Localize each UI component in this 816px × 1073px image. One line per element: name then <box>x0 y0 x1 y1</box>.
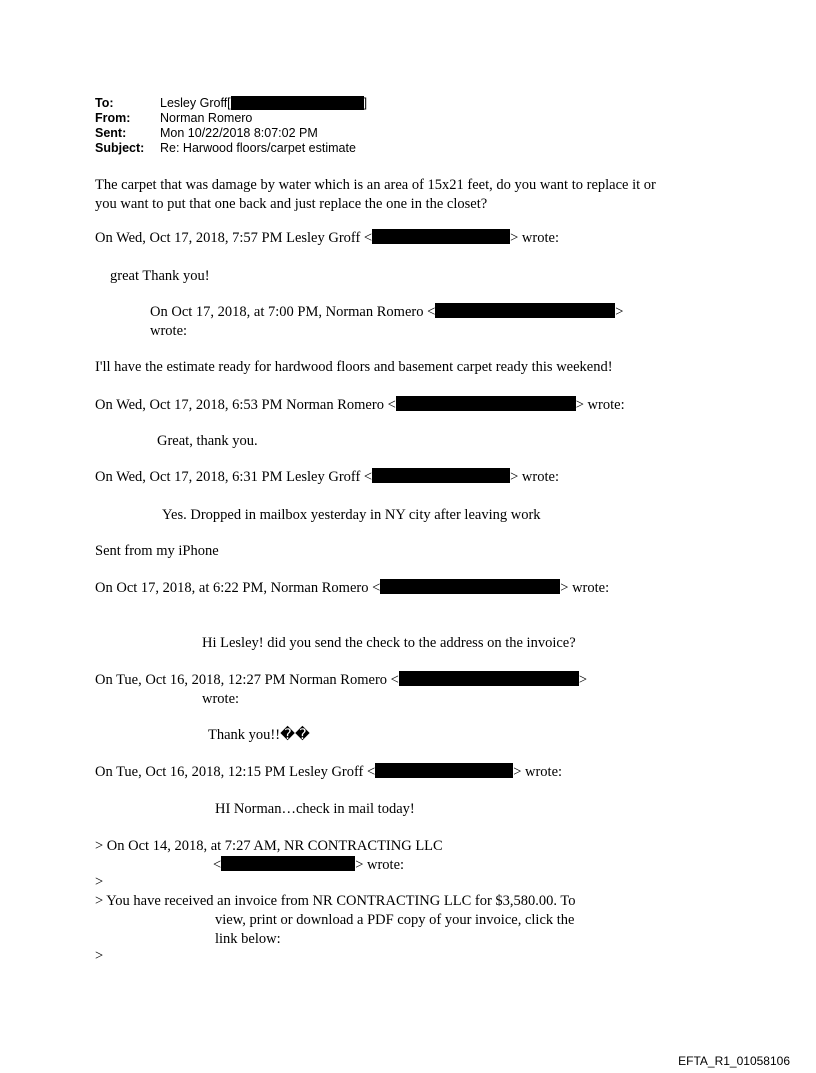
signature-text: Sent from my iPhone <box>95 543 219 559</box>
invoice-line: view, print or download a PDF copy of your invoice, click the <box>215 912 575 928</box>
redaction-box <box>221 856 355 871</box>
redaction-box <box>231 96 364 110</box>
sent-row <box>95 126 367 141</box>
email-header <box>95 96 367 156</box>
sent-value: Mon 10/22/2018 8:07:02 PM <box>160 126 318 140</box>
paragraph-line: The carpet that was damage by water which is an area of 15x21 feet, do you want to replace it or <box>95 177 656 193</box>
quote-header-text: wrote: <box>150 323 188 339</box>
to-close: ] <box>363 96 368 110</box>
invoice-line: link below: <box>215 931 281 947</box>
subject-label: Subject: <box>95 141 145 155</box>
from-row <box>95 111 367 126</box>
message-text: Great, thank you. <box>157 433 258 449</box>
redaction-box <box>435 303 615 318</box>
quote-header-text: > wrote: <box>575 397 625 413</box>
quote-header-text: > wrote: <box>513 764 563 780</box>
to-value: Lesley Groff[ <box>160 96 231 110</box>
quote-header-text: On Wed, Oct 17, 2018, 6:31 PM Lesley Groff < <box>95 469 373 485</box>
quote-header-text: > <box>578 672 588 688</box>
message-text: I'll have the estimate ready for hardwood floors and basement carpet ready this weekend! <box>95 359 613 375</box>
subject-value: Re: Harwood floors/carpet estimate <box>160 141 356 155</box>
quote-header-text: wrote: <box>202 691 240 707</box>
redaction-box <box>399 671 579 686</box>
sent-label: Sent: <box>95 126 127 140</box>
quote-header-text: > On Oct 14, 2018, at 7:27 AM, NR CONTRACTING LLC <box>95 838 443 854</box>
quote-header-text: > wrote: <box>510 230 559 246</box>
quote-header-text: > <box>615 304 624 320</box>
quote-header <box>95 671 587 709</box>
quote-header-text: On Oct 17, 2018, at 7:00 PM, Norman Romero < <box>150 304 436 320</box>
quote-header-text: On Tue, Oct 16, 2018, 12:27 PM Norman Romero < <box>95 672 399 688</box>
message-text: Hi Lesley! did you send the check to the address on the invoice? <box>202 635 576 651</box>
quote-header <box>95 837 443 875</box>
quote-header <box>95 468 559 487</box>
from-value: Norman Romero <box>160 111 253 125</box>
quote-header-text: < <box>213 857 222 873</box>
quote-header-text: On Oct 17, 2018, at 6:22 PM, Norman Romero < <box>95 580 381 596</box>
redaction-box <box>380 579 560 594</box>
quote-header <box>150 303 623 341</box>
redaction-box <box>396 396 576 411</box>
message-text: Thank you!!�� <box>208 727 310 743</box>
to-row <box>95 96 367 111</box>
redaction-box <box>372 229 510 244</box>
quote-marker: > <box>95 874 104 890</box>
from-label: From: <box>95 111 131 125</box>
quote-header-text: On Wed, Oct 17, 2018, 7:57 PM Lesley Groff < <box>95 230 373 246</box>
document-id: EFTA_R1_01058106 <box>678 1054 790 1068</box>
invoice-line: > You have received an invoice from NR CONTRACTING LLC for $3,580.00. To <box>95 893 576 909</box>
quote-marker: > <box>95 948 104 964</box>
quote-header-text: > wrote: <box>510 469 559 485</box>
quote-header <box>95 579 609 598</box>
paragraph-line: you want to put that one back and just replace the one in the closet? <box>95 196 488 212</box>
to-label: To: <box>95 96 114 110</box>
quote-header-text: On Wed, Oct 17, 2018, 6:53 PM Norman Romero < <box>95 397 396 413</box>
quote-header <box>95 763 562 782</box>
quote-header-text: On Tue, Oct 16, 2018, 12:15 PM Lesley Groff < <box>95 764 376 780</box>
redaction-box <box>375 763 513 778</box>
message-paragraph <box>95 176 656 214</box>
quote-header-text: > wrote: <box>560 580 610 596</box>
quote-header <box>95 396 625 415</box>
message-text: HI Norman…check in mail today! <box>215 801 415 817</box>
message-text: Yes. Dropped in mailbox yesterday in NY city after leaving work <box>162 507 541 523</box>
invoice-notice <box>95 892 576 949</box>
quote-header <box>95 229 559 248</box>
quote-header-text: > wrote: <box>355 857 405 873</box>
subject-row <box>95 141 367 156</box>
redaction-box <box>372 468 510 483</box>
message-text: great Thank you! <box>110 268 210 284</box>
